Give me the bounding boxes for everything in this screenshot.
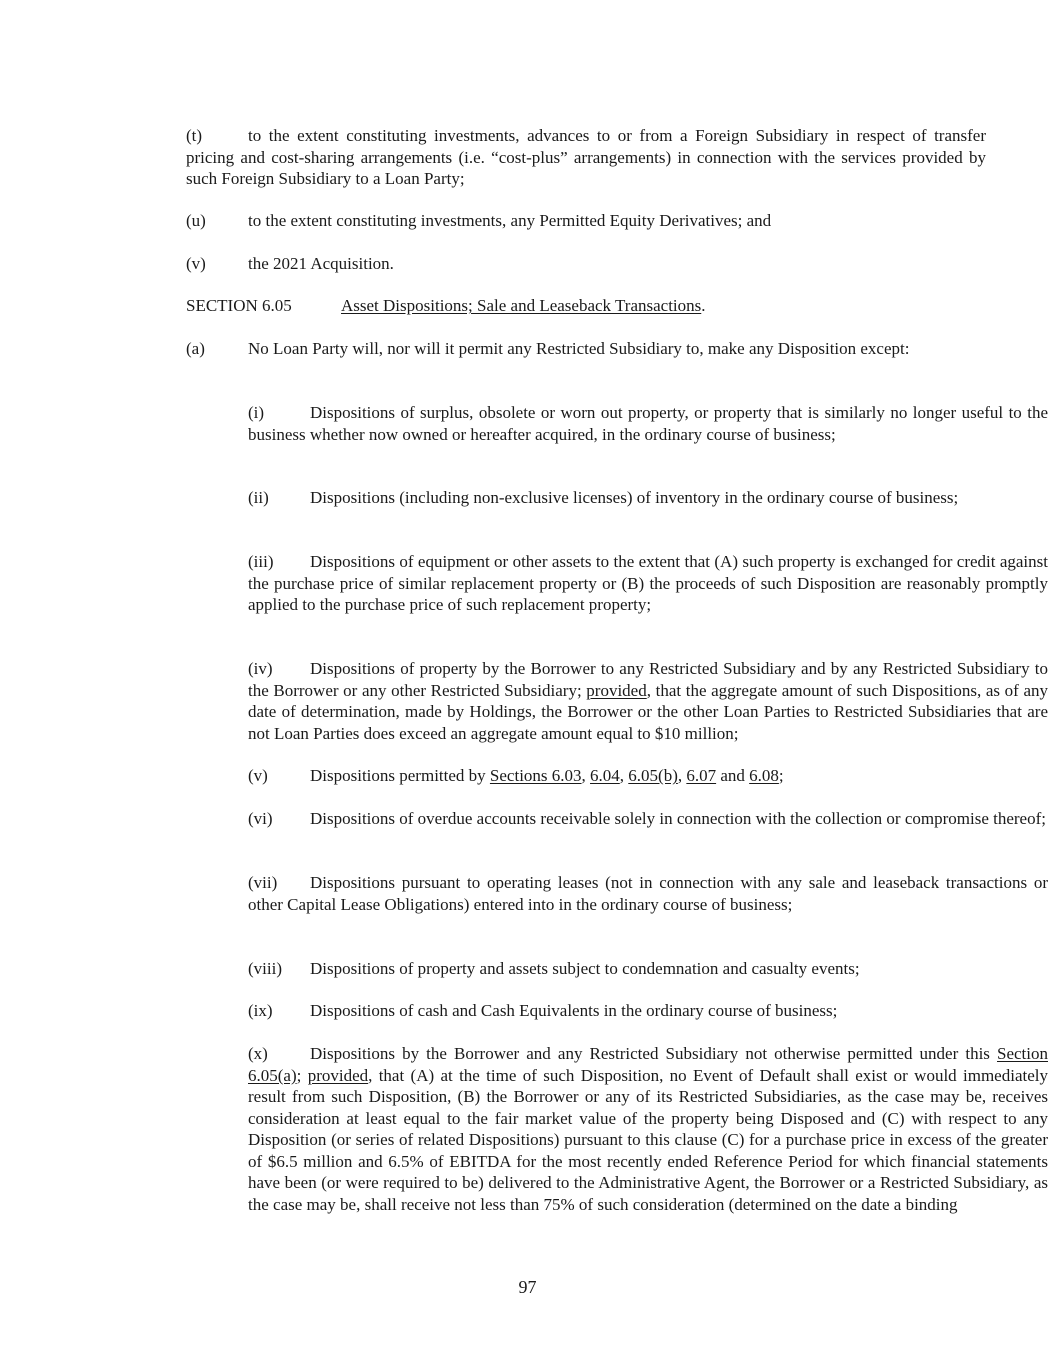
clause-label: (v) <box>248 766 268 785</box>
paragraph-i <box>124 402 1048 445</box>
clause-text: to the extent constituting investments, advances to or from a Foreign Subsidiary in respect of transfer pricing and cost-sharing arrangements (i.e. “cost-plus” arrangements) in connection with the services provided by such Foreign Subsidiary to a Loan Party; <box>186 126 986 188</box>
separator: , <box>677 766 687 785</box>
paragraph-vii <box>124 872 1048 915</box>
paragraph-a <box>124 338 986 360</box>
clause-text: the 2021 Acquisition. <box>248 254 394 273</box>
clause-text: Dispositions of property and assets subject to condemnation and casualty events; <box>310 959 860 978</box>
clause-text: Dispositions of property by the Borrower to any Restricted Subsidiary and by any Restricted Subsidiary to the Borrower or any other Restricted Subsidiary; <box>248 659 1048 700</box>
clause-label: (iv) <box>248 659 273 678</box>
paragraph-vi <box>124 808 1048 830</box>
clause-text-continued: , that (A) at the time of such Disposition, no Event of Default shall exist or would immediately result from such Disposition, (B) the Borrower or any of its Restricted Subsidiaries, as the case may be, receives consideration at least equal to the fair market value of the property being Disposed and (C) with respect to any Disposition (or series of related Dispositions) pursuant to this clause (C) for a purchase price in excess of the greater of $6.5 million and 6.5% of EBITDA for the most recently ended Reference Period for which financial statements have been (or were required to be) delivered to the Administrative Agent, the Borrower or a Restricted Subsidiary, as the case may be, shall receive not less than 75% of such consideration (determined on the date a binding <box>248 1065 1048 1214</box>
section-reference: 6.08 <box>749 766 779 785</box>
section-heading <box>124 295 986 317</box>
clause-label: (i) <box>248 403 265 422</box>
clause-label: (iii) <box>248 552 274 571</box>
separator: and <box>716 766 750 785</box>
clause-text: Dispositions of equipment or other assets to the extent that (A) such property is exchanged for credit against the purchase price of similar replacement property or (B) the proceeds of such Disposition are reasonably promptly applied to the purchase price of such replacement property; <box>248 552 1048 614</box>
clause-text-continued: , that the aggregate amount of such Dispositions, as of any date of determination, made by Holdings, the Borrower or the other Loan Parties to Restricted Subsidiaries that are not Loan Parties does exceed an aggregate amount equal to $10 million; <box>248 680 1048 743</box>
clause-label: (v) <box>186 254 206 273</box>
provided-term: provided <box>307 1065 369 1085</box>
clause-label: (viii) <box>248 959 282 978</box>
clause-text: Dispositions of cash and Cash Equivalents in the ordinary course of business; <box>310 1001 838 1020</box>
separator: , <box>581 766 591 785</box>
paragraph-x <box>124 1043 1048 1215</box>
clause-text: Dispositions by the Borrower and any Restricted Subsidiary not otherwise permitted under this <box>310 1044 997 1063</box>
paragraph-iii <box>124 551 1048 616</box>
section-title: Asset Dispositions; Sale and Leaseback Transactions <box>341 296 702 315</box>
section-reference: 6.07 <box>686 766 717 785</box>
clause-text: Dispositions permitted by <box>310 766 490 785</box>
clause-text: Dispositions of overdue accounts receivable solely in connection with the collection or compromise thereof; <box>310 809 1046 828</box>
clause-label: (ii) <box>248 488 269 507</box>
clause-end: ; <box>778 766 784 785</box>
section-reference: Sections 6.03 <box>489 766 582 785</box>
paragraph-v-dispositions <box>124 765 1048 787</box>
section-title-end: . <box>701 296 706 315</box>
paragraph-u <box>124 210 986 232</box>
provided-term: provided <box>586 680 647 700</box>
clause-label: (a) <box>186 339 205 358</box>
paragraph-v <box>124 253 986 275</box>
separator: , <box>619 766 629 785</box>
paragraph-iv <box>124 658 1048 744</box>
separator: ; <box>296 1065 308 1085</box>
clause-label: (ix) <box>248 1001 273 1020</box>
paragraph-viii <box>124 958 1048 980</box>
clause-text: to the extent constituting investments, any Permitted Equity Derivatives; and <box>248 211 772 230</box>
clause-label: (vi) <box>248 809 273 828</box>
clause-text: Dispositions (including non-exclusive licenses) of inventory in the ordinary course of business; <box>310 488 959 507</box>
clause-label: (vii) <box>248 873 278 892</box>
clause-label: (x) <box>248 1044 268 1063</box>
section-number: SECTION 6.05 <box>186 296 292 315</box>
clause-label: (u) <box>186 211 206 230</box>
section-reference: 6.04 <box>590 766 620 785</box>
clause-text: No Loan Party will, nor will it permit any Restricted Subsidiary to, make any Disposition except: <box>248 339 910 358</box>
paragraph-ix <box>124 1000 1048 1022</box>
clause-text: Dispositions of surplus, obsolete or worn out property, or property that is similarly no longer useful to the business whether now owned or hereafter acquired, in the ordinary course of business; <box>248 403 1048 444</box>
clause-label: (t) <box>186 126 203 145</box>
clause-text: Dispositions pursuant to operating leases (not in connection with any sale and leaseback transactions or other Capital Lease Obligations) entered into in the ordinary course of business; <box>248 873 1048 914</box>
paragraph-t <box>124 125 986 190</box>
paragraph-ii <box>124 487 1048 509</box>
section-reference: Section 6.05(a) <box>248 1044 1048 1085</box>
page-number: 97 <box>518 1277 537 1297</box>
section-reference: 6.05(b) <box>628 766 678 785</box>
